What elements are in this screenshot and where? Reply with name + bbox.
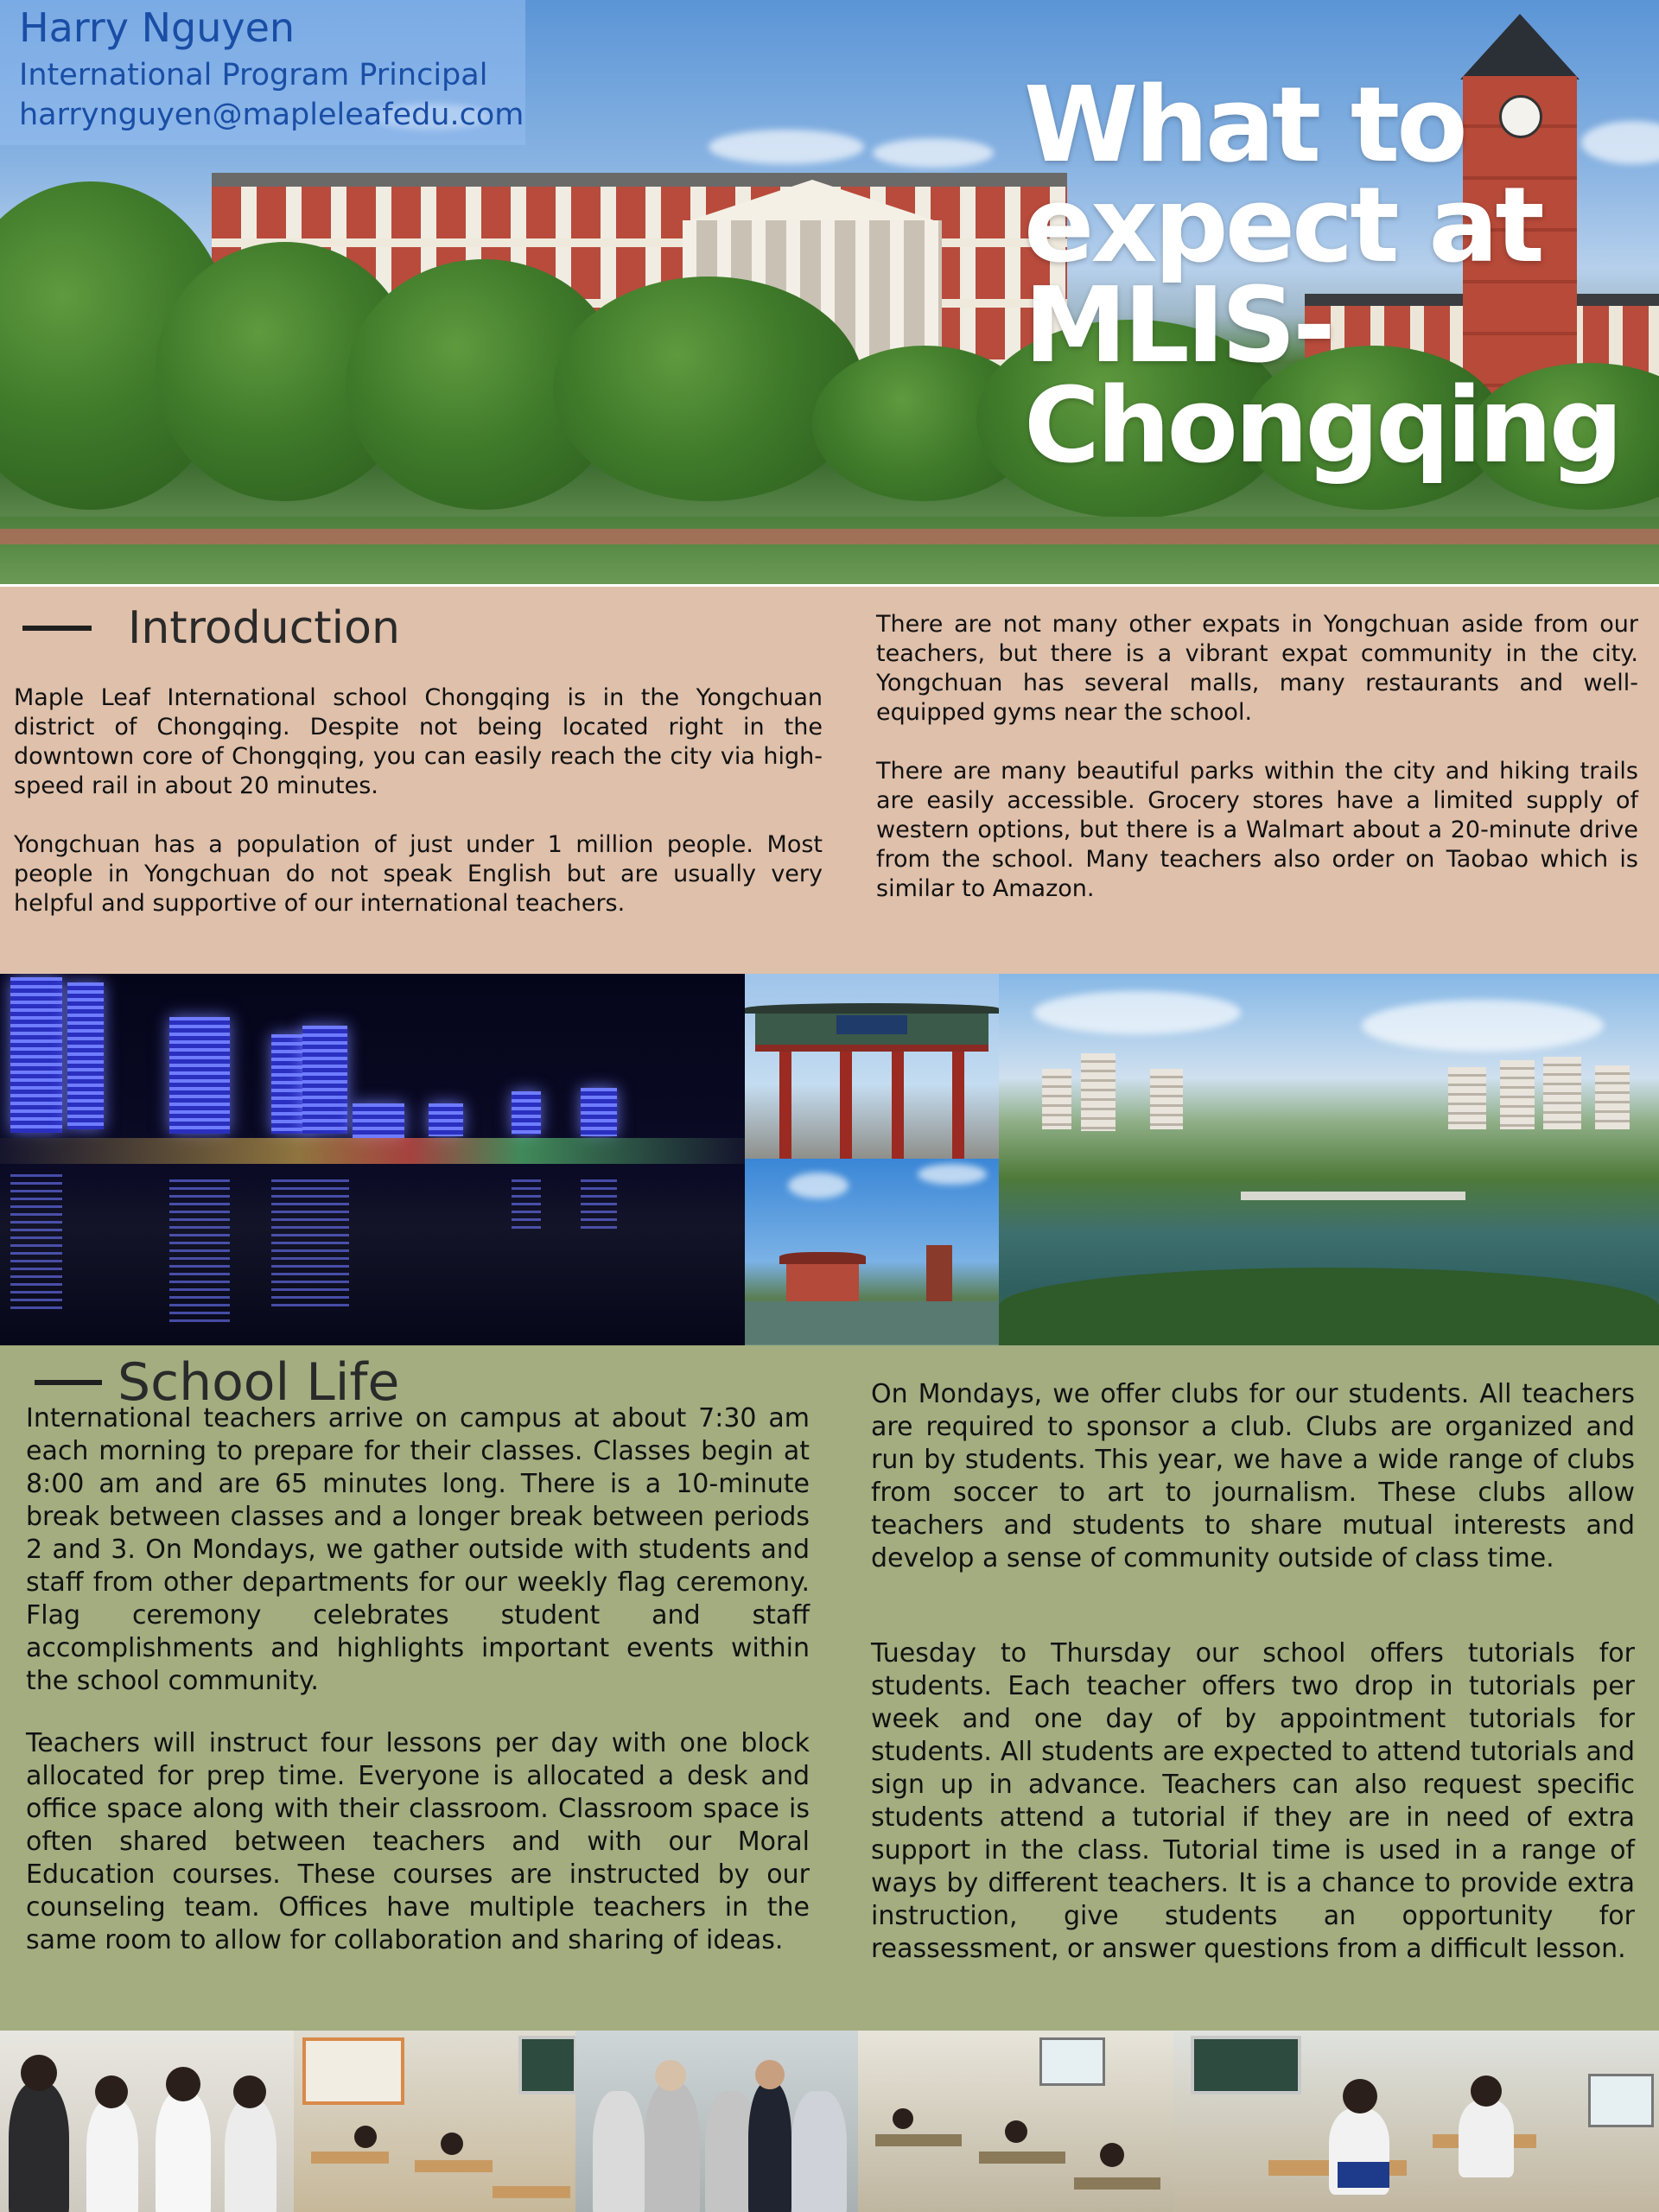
school-life-paragraph: On Mondays, we offer clubs for our students. All teachers are required to sponsor a club. Clubs are organized and run by students. This year, we have a wide range of clubs from soccer to art to journalism. These clubs allow teachers and students to share mutual interests and develop a sense of community outside of class time.	[871, 1379, 1635, 1573]
school-life-paragraph: Tuesday to Thursday our school offers tutorials for students. Each teacher offers two drop in tutorials per week and one day of by appointment tutorials for students. All students are expected to attend tutorials and sign up in advance. Teachers can also request specific students attend a tutorial if they are in need of extra support in the class. Tutorial time is used in a range of ways by different teachers. It is a chance to provide extra instruction, give students an opportunity for reassessment, or answer questions from a difficult lesson.	[871, 1638, 1635, 1964]
school-life-paragraph: Teachers will instruct four lessons per day with one block allocated for prep time. Everyone is allocated a desk and office space along with their classroom. Classroom space is often shared between teachers and with our Moral Education courses. These courses are instructed by our counseling team. Offices have multiple teachers in the same room to allow for collaboration and sharing of ideas.	[26, 1728, 810, 1955]
hero-campus-photo	[0, 0, 1659, 584]
contact-email[interactable]: harrynguyen@mapleleafedu.com	[19, 98, 524, 132]
contact-name: Harry Nguyen	[19, 4, 296, 51]
intro-paragraph: Yongchuan has a population of just under 1 million people. Most people in Yongchuan do not speak English but are usually very helpful and supportive of our international teachers.	[14, 831, 823, 917]
school-life-paragraph: International teachers arrive on campus at about 7:30 am each morning to prepare for their classes. Classes begin at 8:00 am and are 65 minutes long. There is a 10-minute break between classes and a longer break between periods 2 and 3. On Mondays, we gather outside with students and staff from other departments for our weekly flag ceremony. Flag ceremony celebrates student and staff accomplishments and highlights important events within the school community.	[26, 1403, 810, 1696]
heading-dash	[35, 1380, 102, 1385]
introduction-heading: Introduction	[22, 602, 400, 654]
pagoda-park-photo	[745, 1159, 999, 1345]
introduction-section	[0, 584, 1659, 974]
contact-card	[0, 0, 525, 145]
school-life-heading: School Life	[35, 1352, 399, 1413]
classroom-desks-photo	[294, 2031, 575, 2212]
lecture-classroom-photo	[858, 2031, 1173, 2212]
heading-dash	[22, 626, 92, 631]
students-hallway-photo	[0, 2031, 294, 2212]
teachers-group-photo	[575, 2031, 858, 2212]
contact-role: International Program Principal	[19, 58, 488, 92]
classroom-photo-strip	[0, 2031, 1659, 2212]
school-life-section	[0, 1345, 1659, 2031]
page-title: What to expect at MLIS- Chongqing	[1024, 66, 1620, 486]
intro-paragraph: There are not many other expats in Yongchuan aside from our teachers, but there is a vibrant expat community in the city. Yongchuan has several malls, many restaurants and well-equipped gyms near the school.	[876, 611, 1638, 726]
memorial-archway-photo	[745, 974, 999, 1159]
students-studying-photo	[1173, 2031, 1659, 2212]
night-skyline-photo	[0, 974, 745, 1345]
city-photo-strip	[0, 974, 1659, 1345]
intro-paragraph: Maple Leaf International school Chongqing is in the Yongchuan district of Chongqing. Despite not being located right in the downtown core of Chongqing, you can easily reach the city via high-speed rail in about 20 minutes.	[14, 684, 823, 799]
intro-paragraph: There are many beautiful parks within the city and hiking trails are easily accessible. Grocery stores have a limited supply of western options, but there is a Walmart about a 20-minute drive from the school. Many teachers also order on Taobao which is similar to Amazon.	[876, 758, 1638, 902]
city-lake-photo	[999, 974, 1659, 1345]
